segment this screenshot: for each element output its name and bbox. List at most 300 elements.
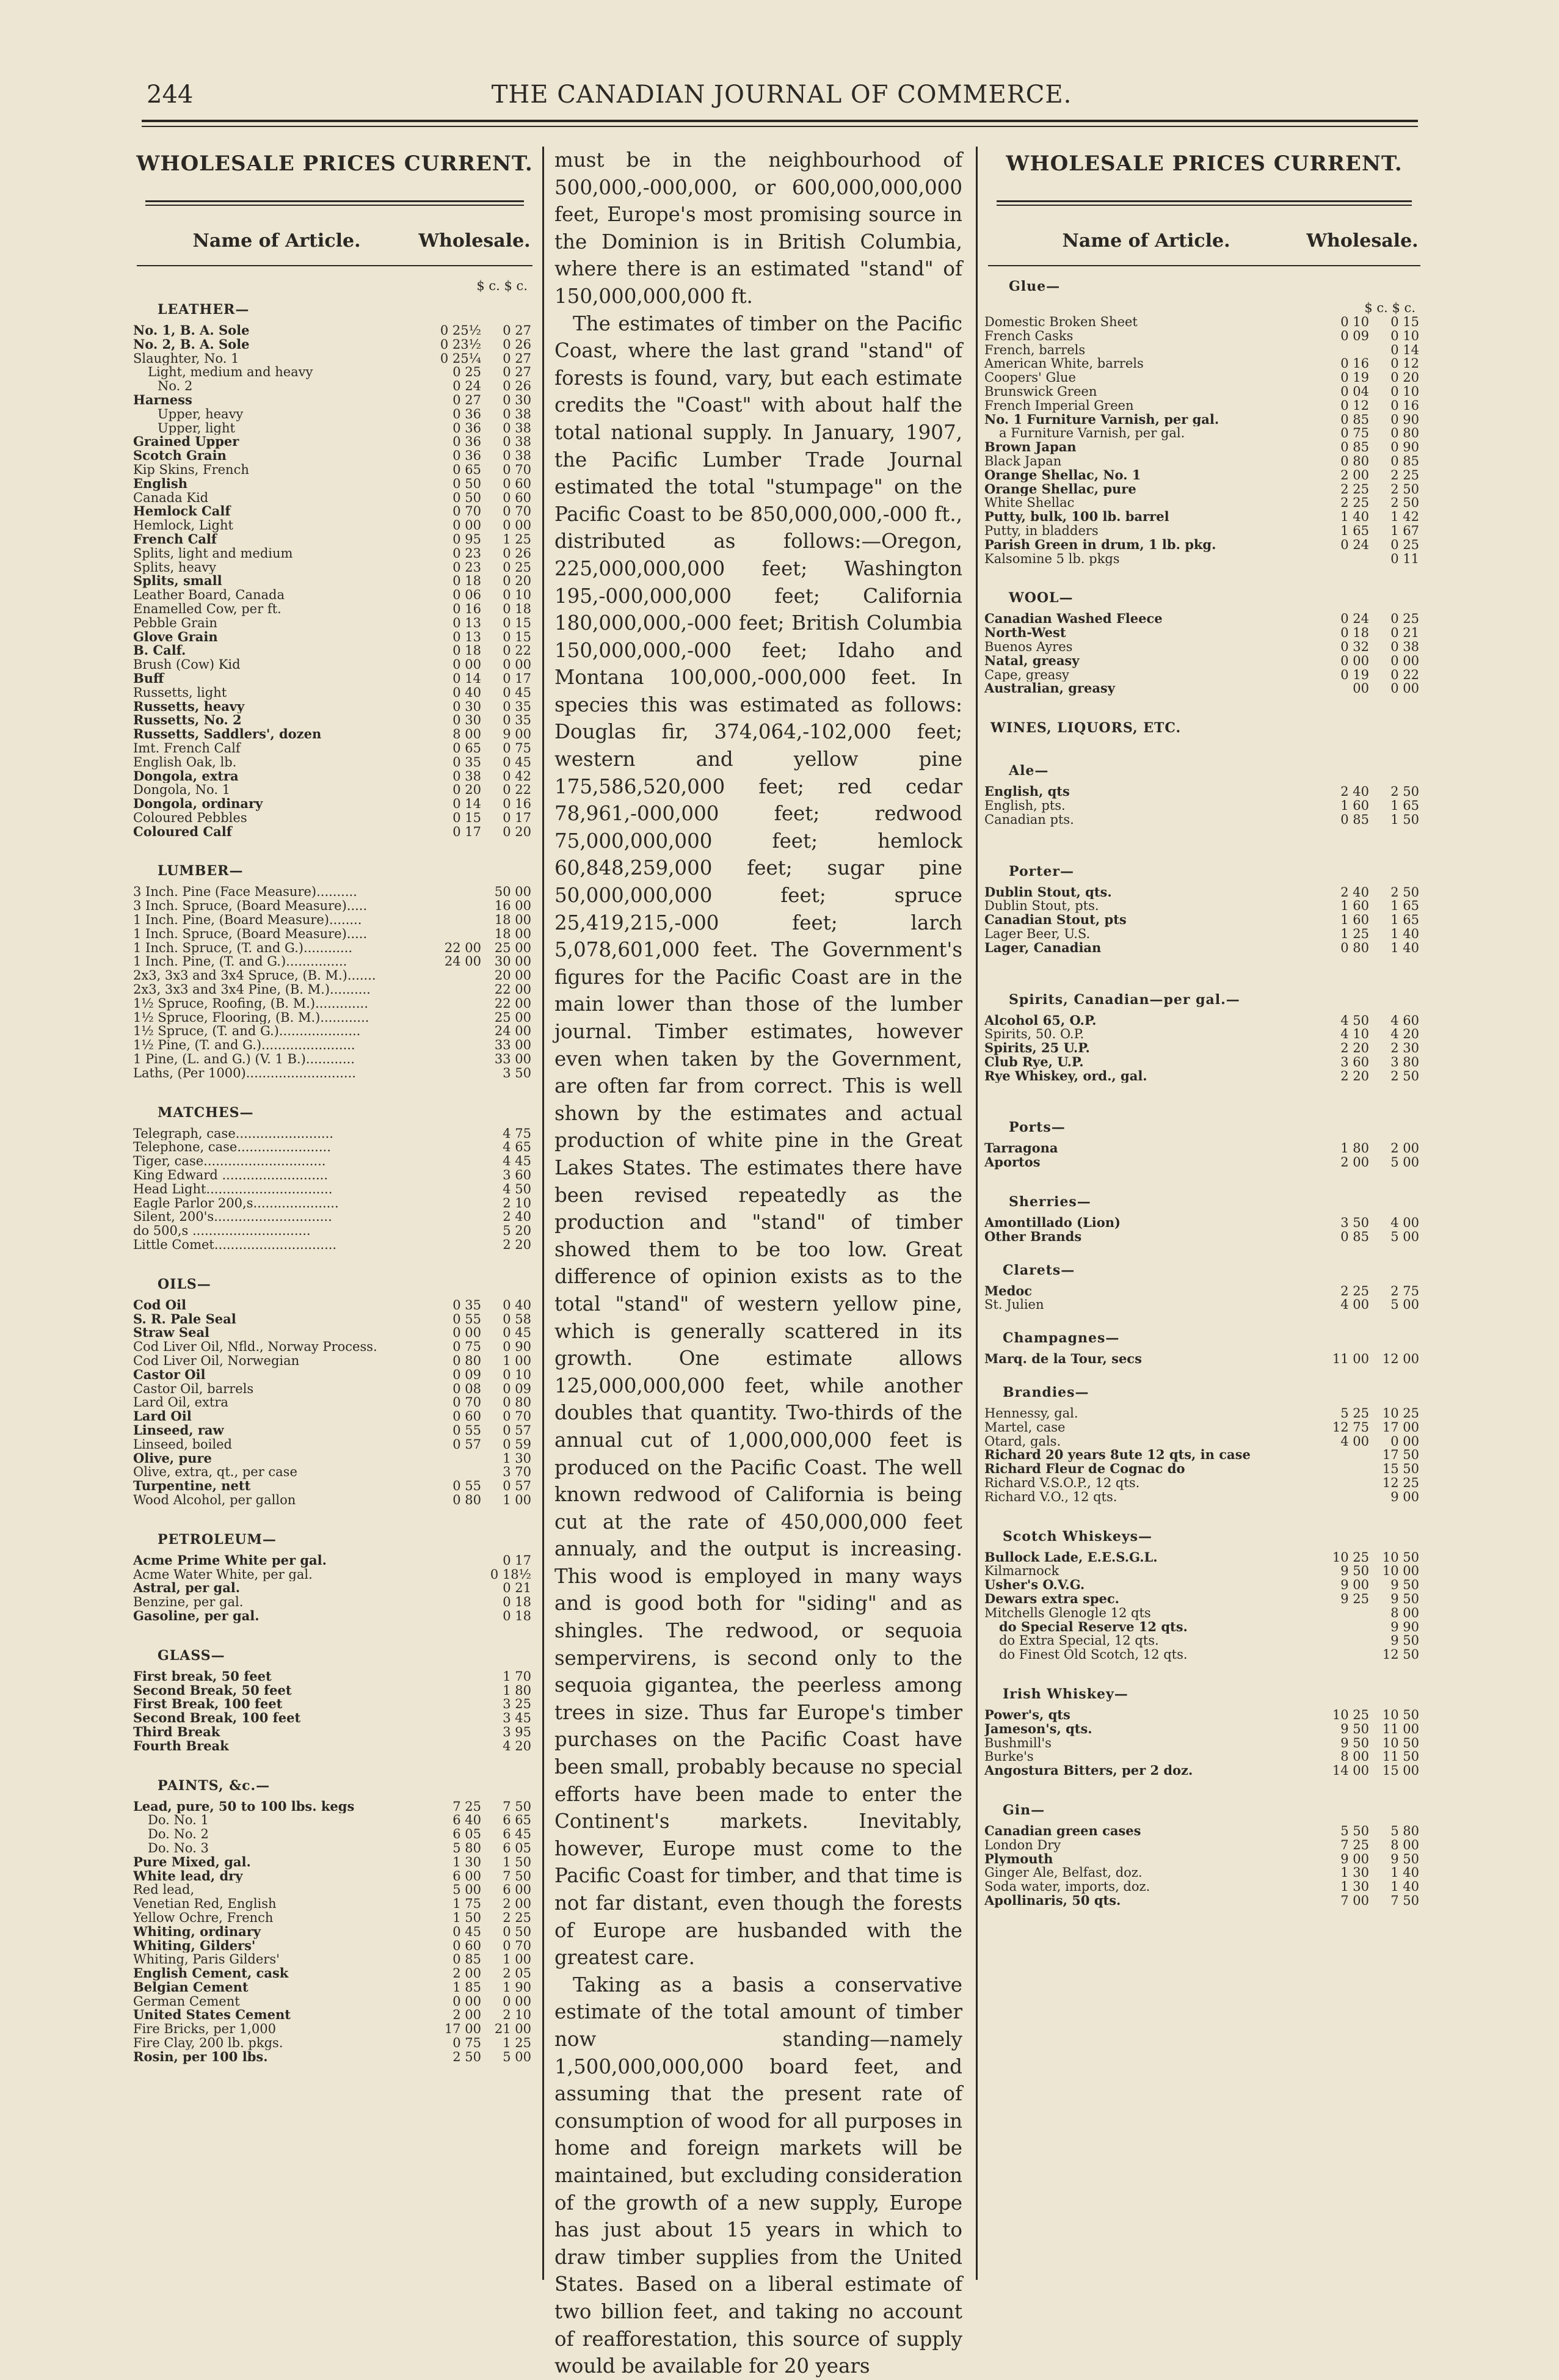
price-high: 1 67 <box>1390 523 1419 538</box>
article-name: King Edward .......................... <box>133 1168 329 1182</box>
price-low: 0 12 <box>1340 398 1369 413</box>
price-row <box>984 1298 1424 1312</box>
price-high: 9 00 <box>503 727 531 741</box>
price-high: 2 05 <box>503 1967 531 1981</box>
price-high: 21 00 <box>494 2022 531 2037</box>
price-low: 9 00 <box>1340 1852 1369 1866</box>
article-name: Splits, light and medium <box>133 546 293 561</box>
article-name: Eagle Parlor 200,s..................... <box>133 1196 339 1210</box>
price-low: 1 50 <box>452 1910 481 1925</box>
price-row <box>133 1326 536 1340</box>
price-row <box>133 644 536 658</box>
price-row <box>133 477 536 491</box>
right-title-rule-thin <box>997 205 1412 206</box>
section-title: Sherries— <box>1009 1194 1091 1210</box>
price-low: 5 25 <box>1340 1407 1369 1421</box>
section-title: WINES, LIQUORS, ETC. <box>990 720 1182 737</box>
price-high: 0 38 <box>503 407 531 421</box>
price-row <box>133 1568 536 1582</box>
price-high: 2 50 <box>1390 482 1419 497</box>
price-row <box>133 727 536 741</box>
article-name: Dongola, ordinary <box>133 797 263 811</box>
price-row <box>133 1595 536 1609</box>
article-name: Richard V.O., 12 qts. <box>984 1490 1117 1504</box>
article-name: Tiger, case.............................. <box>133 1154 326 1169</box>
article-name: 1½ Pine, (T. and G.)....................... <box>133 1038 355 1053</box>
price-high: 11 00 <box>1382 1722 1419 1736</box>
price-high: 4 50 <box>503 1182 531 1196</box>
price-row <box>984 612 1424 626</box>
price-high: 0 30 <box>503 393 531 407</box>
price-high: 0 10 <box>1390 329 1419 343</box>
price-high: 0 38 <box>503 421 531 435</box>
article-name: Aportos <box>984 1155 1041 1170</box>
right-column-title: WHOLESALE PRICES CURRENT. <box>1006 151 1403 176</box>
article-name: Ginger Ale, Belfast, doz. <box>984 1866 1143 1880</box>
article-name: French Casks <box>984 329 1074 343</box>
price-low: 0 75 <box>1340 426 1369 441</box>
article-name: a Furniture Varnish, per gal. <box>999 426 1185 441</box>
price-high: 0 15 <box>1390 315 1419 329</box>
price-high: 5 00 <box>1390 1229 1419 1244</box>
price-high: 0 10 <box>503 1367 531 1382</box>
header-rule-thin <box>142 126 1418 127</box>
article-name: Brown Japan <box>984 440 1077 454</box>
price-row <box>133 1182 536 1196</box>
price-row <box>133 1238 536 1252</box>
price-low: 0 23 <box>452 546 481 561</box>
price-low: 7 25 <box>452 1799 481 1814</box>
article-name: Cod Liver Oil, Norwegian <box>133 1354 300 1368</box>
article-name: Richard V.S.O.P., 12 qts. <box>984 1476 1140 1490</box>
section-title: Irish Whiskey— <box>1003 1686 1128 1703</box>
header-rule <box>142 120 1418 122</box>
price-high: 12 50 <box>1382 1648 1419 1662</box>
right-sections <box>984 278 1424 1908</box>
price-low: 0 10 <box>1340 315 1369 329</box>
price-high: 30 00 <box>494 955 531 969</box>
price-row <box>133 1609 536 1623</box>
article-name: Russetts, light <box>133 685 227 700</box>
left-column-title: WHOLESALE PRICES CURRENT. <box>136 151 533 176</box>
article-name: Venetian Red, English <box>133 1897 277 1911</box>
price-low: 0 38 <box>452 769 481 784</box>
price-row <box>133 1813 536 1827</box>
article-name: 1½ Spruce, Flooring, (B. M.)............ <box>133 1010 369 1025</box>
article-name: Enamelled Cow, per ft. <box>133 602 282 616</box>
price-row <box>984 899 1424 913</box>
article-name: Rye Whiskey, ord., gal. <box>984 1069 1147 1083</box>
article-name: Canadian green cases <box>984 1824 1141 1838</box>
price-high: 4 20 <box>503 1739 531 1753</box>
price-row <box>984 1352 1424 1366</box>
price-row <box>133 2008 536 2022</box>
price-high: 2 25 <box>1390 468 1419 482</box>
article-name: Parish Green in drum, 1 lb. pkg. <box>984 537 1216 552</box>
journal-title: THE CANADIAN JOURNAL OF COMMERCE. <box>491 81 1072 109</box>
price-low: 0 14 <box>452 671 481 686</box>
price-high: 1 00 <box>503 1952 531 1967</box>
price-high: 0 38 <box>503 449 531 463</box>
article-name: Linseed, boiled <box>133 1437 233 1452</box>
price-row <box>133 574 536 588</box>
article-name: Putty, in bladders <box>984 523 1099 538</box>
article-name: English <box>133 476 188 491</box>
page-header <box>147 81 1417 117</box>
price-row <box>133 561 536 575</box>
price-low: 0 80 <box>452 1493 481 1507</box>
price-low: 0 23½ <box>440 337 481 352</box>
price-row <box>984 1407 1424 1421</box>
price-row <box>133 1340 536 1354</box>
article-name: No. 1 Furniture Varnish, per gal. <box>984 412 1219 427</box>
price-high: 0 35 <box>503 713 531 728</box>
article-name: Plymouth <box>984 1852 1053 1866</box>
article-name: Orange Shellac, No. 1 <box>984 468 1141 482</box>
article-name: French, barrels <box>984 343 1086 357</box>
article-name: do Finest Old Scotch, 12 qts. <box>999 1648 1188 1662</box>
price-low: 0 24 <box>452 379 481 393</box>
article-name: Castor Oil, barrels <box>133 1381 254 1396</box>
price-high: 0 50 <box>503 1924 531 1939</box>
price-row <box>984 1155 1424 1170</box>
price-high: 4 60 <box>1390 1013 1419 1028</box>
article-name: 1½ Spruce, Roofing, (B. M.)............. <box>133 996 368 1011</box>
price-row <box>984 413 1424 427</box>
section-title: Scotch Whiskeys— <box>1003 1528 1153 1545</box>
price-low: 9 50 <box>1340 1722 1369 1736</box>
price-high: 0 38 <box>503 435 531 449</box>
price-row <box>133 393 536 407</box>
article-name: Domestic Broken Sheet <box>984 315 1138 329</box>
price-high: 22 00 <box>494 996 531 1011</box>
price-row <box>133 686 536 700</box>
article-name: Grained Upper <box>133 435 239 449</box>
price-low: 0 20 <box>452 783 481 798</box>
price-row <box>133 1925 536 1939</box>
price-low: 0 45 <box>452 1924 481 1939</box>
price-high: 0 80 <box>1390 426 1419 441</box>
price-row <box>984 640 1424 654</box>
price-low: 6 05 <box>452 1827 481 1841</box>
article-name: Lard Oil <box>133 1410 192 1424</box>
price-low: 0 85 <box>1340 812 1369 827</box>
price-low: 0 30 <box>452 699 481 714</box>
price-row <box>133 1396 536 1410</box>
article-name: Bullock Lade, E.E.S.G.L. <box>984 1550 1158 1565</box>
price-high: 4 00 <box>1390 1216 1419 1230</box>
price-row <box>133 2022 536 2036</box>
price-row <box>133 352 536 366</box>
article-name: Spirits, 50. O.P. <box>984 1027 1085 1042</box>
price-high: 0 21 <box>1390 626 1419 640</box>
price-low: 0 70 <box>452 1396 481 1410</box>
article-paragraph: Taking as a basis a conservative estimate of the total amount of timber now standing—namely 1,500,000,000,000 board feet, and assuming that the present rate of consumption of wood for all purposes in home and foreign markets will be maintained, but excluding consideration of the growth of a new supply, Europe has just about 15 years in which to draw timber supplies from the United States. Based on a liberal estimate of two billion feet, and taking no account of reafforestation, this source of supply would be available for 20 years <box>554 1973 962 2378</box>
price-low: 4 00 <box>1340 1434 1369 1449</box>
article-name: Canadian Stout, pts <box>984 913 1127 927</box>
article-name: Richard 20 years 8ute 12 qts, in case <box>984 1448 1251 1463</box>
price-low: 2 00 <box>452 1967 481 1981</box>
price-low: 0 36 <box>452 407 481 421</box>
price-low: 0 32 <box>1340 639 1369 654</box>
price-row <box>133 1011 536 1025</box>
price-high: 8 00 <box>1390 1838 1419 1852</box>
price-low: 2 25 <box>1340 496 1369 511</box>
price-low: 14 00 <box>1332 1764 1369 1778</box>
article-name: Fourth Break <box>133 1739 229 1753</box>
price-low: 0 14 <box>452 797 481 811</box>
price-row <box>133 407 536 421</box>
price-row <box>984 1027 1424 1041</box>
right-title-rule <box>997 200 1412 202</box>
article-name: Power's, qts <box>984 1708 1070 1722</box>
price-row <box>133 630 536 644</box>
article-paragraph: must be in the neighbourhood of 500,000,-000,000, or 600,000,000,000 feet, Europe's most promising source in the Dominion is in British Columbia, where there is an estimated "stand" of 150,000,000,000 ft. <box>554 148 962 308</box>
article-name: Mitchells Glenogle 12 qts <box>984 1606 1151 1620</box>
price-high: 0 17 <box>503 671 531 686</box>
price-low: 0 24 <box>1340 537 1369 552</box>
article-name: Lard Oil, extra <box>133 1396 228 1410</box>
price-low: 2 20 <box>1340 1069 1369 1083</box>
price-row <box>984 913 1424 927</box>
article-name: do 500,s ............................. <box>133 1224 311 1239</box>
article-name: Scotch Grain <box>133 449 227 463</box>
price-row <box>133 1670 536 1684</box>
price-row <box>133 1438 536 1452</box>
section-title: Champagnes— <box>1003 1330 1120 1347</box>
price-high: 1 40 <box>1390 941 1419 955</box>
price-low: 0 57 <box>452 1437 481 1452</box>
price-row <box>133 941 536 955</box>
price-high: 0 26 <box>503 337 531 352</box>
price-high: 0 85 <box>1390 454 1419 468</box>
article-name: Dublin Stout, pts. <box>984 899 1099 914</box>
article-name: Olive, extra, qt., per case <box>133 1465 297 1480</box>
price-high: 0 21 <box>503 1581 531 1596</box>
price-row <box>984 385 1424 399</box>
price-high: 3 80 <box>1390 1055 1419 1069</box>
price-row <box>984 371 1424 385</box>
price-high: 0 80 <box>503 1396 531 1410</box>
article-name: Gasoline, per gal. <box>133 1609 260 1623</box>
price-high: 0 00 <box>503 519 531 533</box>
price-high: 25 00 <box>494 1010 531 1025</box>
price-high: 0 15 <box>503 630 531 644</box>
article-name: Imt. French Calf <box>133 741 241 755</box>
article-name: Benzine, per gal. <box>133 1595 244 1609</box>
price-row <box>133 1939 536 1953</box>
article-name: Castor Oil <box>133 1367 206 1382</box>
article-name: Straw Seal <box>133 1326 210 1341</box>
price-row <box>984 1230 1424 1244</box>
article-name: 1½ Spruce, (T. and G.).................... <box>133 1024 361 1039</box>
column-header-article: Name of Article. <box>192 230 361 252</box>
price-high: 0 45 <box>503 1326 531 1341</box>
price-low: 11 00 <box>1332 1352 1369 1367</box>
article-name: Dublin Stout, qts. <box>984 885 1112 900</box>
price-high: 0 22 <box>503 644 531 658</box>
price-low: 0 80 <box>1340 941 1369 955</box>
article-name: Natal, greasy <box>984 653 1080 668</box>
article-name: Bushmill's <box>984 1736 1052 1750</box>
price-high: 1 00 <box>503 1493 531 1507</box>
article-name: Orange Shellac, pure <box>984 482 1136 497</box>
price-high: 20 00 <box>494 969 531 983</box>
price-row <box>984 1634 1424 1648</box>
price-low: 0 36 <box>452 421 481 435</box>
price-low: 0 36 <box>452 435 481 449</box>
article-name: 1 Pine, (L. and G.) (V. 1 B.)............ <box>133 1052 355 1066</box>
article-name: Pebble Grain <box>133 616 217 630</box>
price-low: 1 60 <box>1340 913 1369 927</box>
right-header-rule <box>988 265 1420 266</box>
price-high: 16 00 <box>494 899 531 914</box>
price-low: 0 25½ <box>440 324 481 338</box>
article-name: German Cement <box>133 1994 240 2009</box>
price-high: 0 18 <box>503 1609 531 1623</box>
price-high: 22 00 <box>494 983 531 997</box>
price-low: 0 36 <box>452 449 481 463</box>
price-low: 9 50 <box>1340 1564 1369 1579</box>
price-row <box>984 1055 1424 1069</box>
price-row <box>133 1354 536 1368</box>
article-name: First Break, 100 feet <box>133 1697 283 1712</box>
price-row <box>133 1841 536 1855</box>
section-title: LUMBER— <box>158 863 244 879</box>
price-high: 0 27 <box>503 324 531 338</box>
currency-header: $ c. $ c. <box>1364 300 1415 315</box>
article-name: Angostura Bitters, per 2 doz. <box>984 1764 1193 1778</box>
price-row <box>133 421 536 435</box>
article-name: Lead, pure, 50 to 100 lbs. kegs <box>133 1799 355 1814</box>
price-low: 0 18 <box>452 574 481 589</box>
price-row <box>984 426 1424 440</box>
price-low: 3 50 <box>1340 1216 1369 1230</box>
price-row <box>984 1736 1424 1750</box>
price-row <box>984 654 1424 668</box>
article-name: Lager, Canadian <box>984 941 1102 955</box>
price-high: 33 00 <box>494 1052 531 1066</box>
price-row <box>133 379 536 393</box>
section-title: OILS— <box>158 1276 211 1292</box>
price-row <box>133 1911 536 1925</box>
price-row <box>133 2050 536 2064</box>
article-name: Pure Mixed, gal. <box>133 1855 251 1869</box>
article-name: Usher's O.V.G. <box>984 1578 1085 1593</box>
section-title: Glue— <box>1009 278 1061 294</box>
price-row <box>984 538 1424 552</box>
price-row <box>984 1852 1424 1866</box>
price-low: 0 30 <box>452 713 481 728</box>
price-high: 2 75 <box>1390 1284 1419 1298</box>
price-low: 0 19 <box>1340 371 1369 385</box>
price-row <box>984 1620 1424 1634</box>
price-row <box>133 1127 536 1141</box>
price-row <box>133 1196 536 1210</box>
price-low: 2 50 <box>452 2050 481 2064</box>
price-row <box>133 1424 536 1438</box>
section-title: LEATHER— <box>158 302 250 318</box>
price-high: 0 70 <box>503 1938 531 1953</box>
price-row <box>984 468 1424 482</box>
article-name: 1 Inch. Pine, (T. and G.)............... <box>133 955 347 969</box>
article-name: 3 Inch. Spruce, (Board Measure)..... <box>133 899 368 914</box>
price-high: 0 27 <box>503 351 531 366</box>
price-high: 0 00 <box>1390 1434 1419 1449</box>
price-high: 9 50 <box>1390 1578 1419 1593</box>
article-name: French Imperial Green <box>984 398 1134 413</box>
column-header-article: Name of Article. <box>1062 230 1230 252</box>
price-low: 0 70 <box>452 504 481 519</box>
price-low: 7 25 <box>1340 1838 1369 1852</box>
article-name: Leather Board, Canada <box>133 588 285 602</box>
right-price-list <box>984 147 1424 1908</box>
price-low: 0 65 <box>452 462 481 477</box>
price-row <box>984 524 1424 538</box>
article-name: Coloured Calf <box>133 824 232 839</box>
article-name: Harness <box>133 393 192 407</box>
article-name: Hemlock, Light <box>133 519 233 533</box>
price-row <box>984 552 1424 566</box>
section-title: Spirits, Canadian—per gal.— <box>1009 991 1240 1008</box>
section-title: WOOL— <box>1009 590 1074 606</box>
article-name: London Dry <box>984 1838 1061 1852</box>
article-name: Soda water, imports, doz. <box>984 1880 1150 1894</box>
article-name: Acme Prime White per gal. <box>133 1553 327 1568</box>
price-high: 0 57 <box>503 1423 531 1438</box>
article-name: 2x3, 3x3 and 3x4 Spruce, (B. M.)....... <box>133 969 376 983</box>
price-row <box>984 1284 1424 1298</box>
price-low: 9 25 <box>1340 1592 1369 1606</box>
price-high: 18 00 <box>494 913 531 927</box>
price-low: 00 <box>1353 682 1369 696</box>
article-name: Cod Liver Oil, Nfld., Norway Process. <box>133 1340 377 1354</box>
price-row <box>984 315 1424 329</box>
price-row <box>133 797 536 811</box>
price-row <box>133 770 536 784</box>
price-high: 0 18½ <box>490 1567 531 1582</box>
price-row <box>133 983 536 997</box>
price-high: 0 38 <box>1390 639 1419 654</box>
price-row <box>984 1708 1424 1722</box>
price-high: 17 50 <box>1382 1448 1419 1463</box>
article-text <box>548 147 968 2380</box>
price-high: 1 65 <box>1390 899 1419 914</box>
article-name: B. Calf. <box>133 644 186 658</box>
article-name: Glove Grain <box>133 630 218 644</box>
price-row <box>984 510 1424 524</box>
price-row <box>133 1855 536 1869</box>
article-name: Rosin, per 100 lbs. <box>133 2050 268 2064</box>
price-low: 0 24 <box>1340 612 1369 627</box>
price-row <box>133 449 536 463</box>
price-low: 1 65 <box>1340 523 1369 538</box>
article-name: Hennessy, gal. <box>984 1407 1078 1421</box>
article-column <box>548 147 968 2380</box>
price-row <box>984 1421 1424 1435</box>
price-row <box>984 1141 1424 1155</box>
price-row <box>984 941 1424 955</box>
price-row <box>133 1465 536 1479</box>
article-name: Belgian Cement <box>133 1980 249 1995</box>
price-high: 6 05 <box>503 1841 531 1855</box>
article-name: Kalsomine 5 lb. pkgs <box>984 551 1120 566</box>
section-title: GLASS— <box>158 1647 225 1664</box>
price-low: 1 60 <box>1340 899 1369 914</box>
price-high: 1 65 <box>1390 798 1419 813</box>
price-low: 0 18 <box>1340 626 1369 640</box>
price-high: 0 90 <box>503 1340 531 1354</box>
